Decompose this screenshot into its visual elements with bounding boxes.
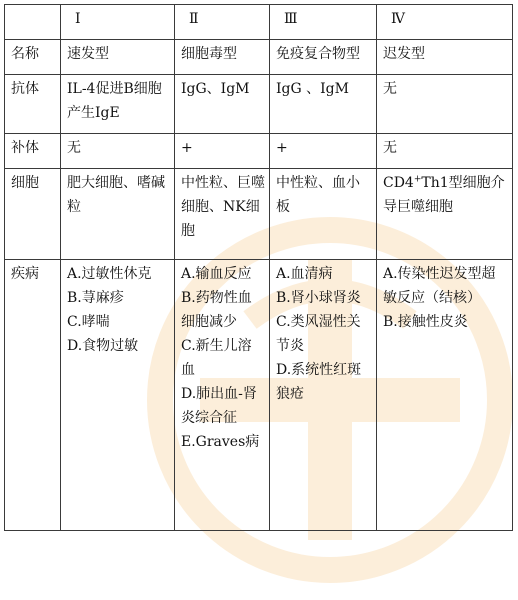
list-item: A.过敏性休克: [67, 266, 152, 282]
list-item: B.药物性血细胞减少: [181, 290, 252, 330]
header-type-4: Ⅳ: [377, 5, 513, 40]
list-item: B.荨麻疹: [67, 290, 124, 306]
table-row: [5, 134, 513, 169]
header-type-3: Ⅲ: [270, 5, 377, 40]
list-item: E.Graves病: [181, 434, 260, 450]
list-item: C.哮喘: [67, 314, 110, 330]
table-row: [5, 75, 513, 134]
row-label-disease: 疾病: [5, 260, 61, 531]
list-item: C.新生儿溶血: [181, 338, 252, 378]
table-cell: 无: [377, 75, 513, 134]
list-item: B.肾小球肾炎: [276, 290, 361, 306]
list-item: B.接触性皮炎: [383, 314, 468, 330]
list-item: A.输血反应: [181, 266, 252, 282]
list-item: A.传染性迟发型超敏反应（结核）: [383, 266, 496, 306]
table-cell: 中性粒、血小板: [270, 169, 377, 260]
list-item: D.肺出血-肾炎综合征: [181, 386, 257, 426]
list-item: D.食物过敏: [67, 338, 139, 354]
row-label-name: 名称: [5, 40, 61, 75]
table-cell: 迟发型: [377, 40, 513, 75]
header-type-1: Ⅰ: [61, 5, 175, 40]
table-row: [5, 169, 513, 260]
table-cell: 中性粒、巨噬细胞、NK细胞: [175, 169, 270, 260]
table-cell: [175, 260, 270, 531]
list-item: D.系统性红斑狼疮: [276, 362, 362, 402]
table-cell: IgG 、IgM: [270, 75, 377, 134]
list-item: C.类风湿性关节炎: [276, 314, 361, 354]
header-cell-empty: [5, 5, 61, 40]
table-cell: [61, 260, 175, 531]
list-item: A.血清病: [276, 266, 333, 282]
table-cell: [377, 260, 513, 531]
table-cell: 无: [61, 134, 175, 169]
row-label-antibody: 抗体: [5, 75, 61, 134]
header-row: [5, 5, 513, 40]
row-label-complement: 补体: [5, 134, 61, 169]
table-cell: +: [175, 134, 270, 169]
table-row: [5, 40, 513, 75]
table-cell: 细胞毒型: [175, 40, 270, 75]
table-cell: +: [270, 134, 377, 169]
cd4-text: CD4: [383, 175, 414, 191]
table-cell: 速发型: [61, 40, 175, 75]
header-type-2: Ⅱ: [175, 5, 270, 40]
table-cell: 免疫复合物型: [270, 40, 377, 75]
cd4-superscript: +: [413, 174, 422, 185]
table-cell: IgG、IgM: [175, 75, 270, 134]
table-cell: [270, 260, 377, 531]
cd4-rest-text: Th1型细胞介导巨噬细胞: [383, 175, 505, 215]
table-cell: 肥大细胞、嗜碱粒: [61, 169, 175, 260]
table-row: [5, 260, 513, 531]
hypersensitivity-table: [4, 4, 513, 531]
table-cell: IL-4促进B细胞产生IgE: [61, 75, 175, 134]
row-label-cells: 细胞: [5, 169, 61, 260]
table-cell: [377, 169, 513, 260]
table-cell: 无: [377, 134, 513, 169]
